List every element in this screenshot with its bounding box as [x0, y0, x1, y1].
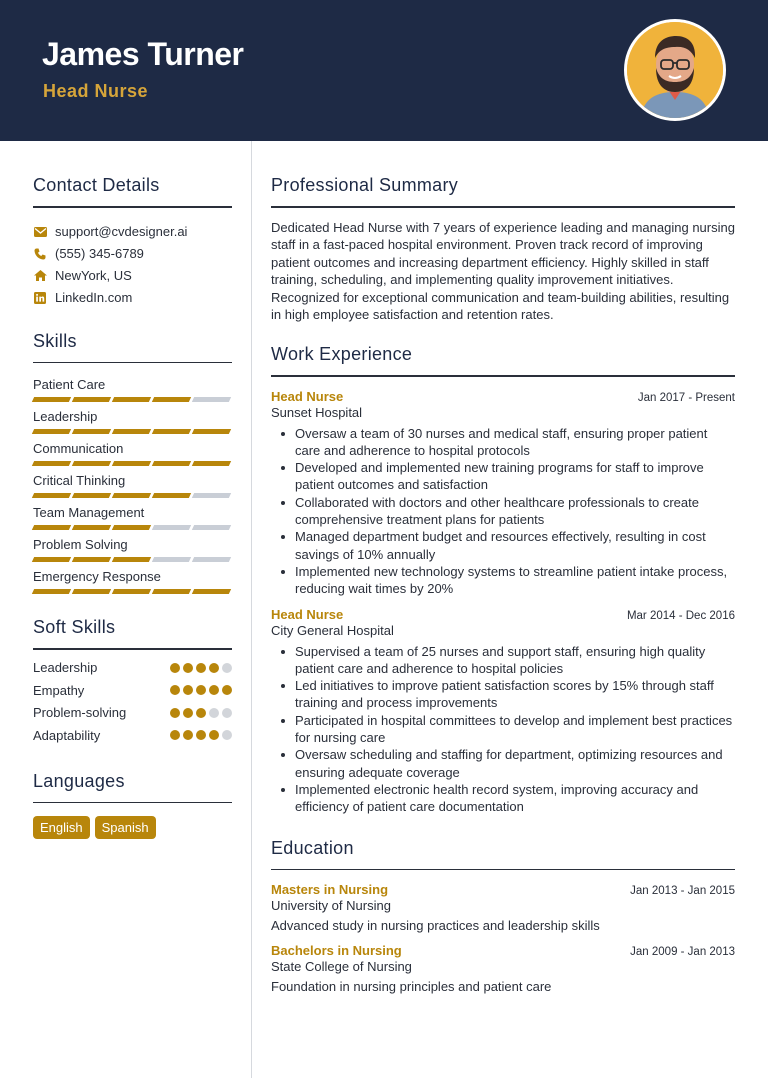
contact-email[interactable] [33, 221, 232, 243]
bullet-item: Developed and implemented new training programs for staff to improve patient outcomes and satisfaction [271, 459, 735, 494]
summary-text: Dedicated Head Nurse with 7 years of experience leading and managing nursing staff in a fast-paced hospital environment. Proven track record of improving patient outcomes and increasing department efficiency. Highly skilled in staff training, scheduling, and implementing quality improvement initiatives. Recognized for exceptional communication and team-building abilities, resulting in high employee satisfaction and retention rates. [271, 219, 735, 323]
rating-dot [209, 685, 219, 695]
bullet-item: Managed department budget and resources effectively, resulting in cost savings of 10% annually [271, 528, 735, 563]
linkedin-icon [33, 291, 47, 305]
rating-dot [222, 730, 232, 740]
education-date: Jan 2009 - Jan 2013 [630, 946, 735, 958]
rating-dot [222, 663, 232, 673]
skill-level-segment [192, 557, 231, 562]
skill-level-segment [152, 461, 191, 466]
experience-role: Head Nurse [271, 606, 344, 622]
bullet-item: Oversaw a team of 30 nurses and medical staff, ensuring proper patient care and adherence to hospital protocols [271, 425, 735, 460]
soft-skill-item [33, 657, 232, 680]
bullet-item: Led initiatives to improve patient satisfaction scores by 15% through staff training and process improvements [271, 677, 735, 712]
skill-level-segment [32, 525, 71, 530]
education-school: State College of Nursing [271, 959, 412, 974]
experience-date: Jan 2017 - Present [637, 391, 735, 404]
left-column [33, 141, 232, 839]
skill-level-segment [192, 429, 231, 434]
candidate-name: James Turner [42, 36, 244, 72]
skills-list [33, 376, 232, 600]
skill-level-segment [152, 493, 191, 498]
skill-item [33, 568, 232, 600]
skill-level-segment [112, 397, 151, 402]
rating-dot [183, 708, 193, 718]
skill-level-segment [112, 589, 151, 594]
contact-email-text: support@cvdesigner.ai [55, 224, 188, 239]
skill-level-bar [33, 429, 232, 434]
contact-location-text: NewYork, US [55, 268, 132, 283]
soft-skill-rating [170, 663, 232, 673]
bullet-item: Implemented new technology systems to streamline patient intake process, reducing wait times by 20% [271, 563, 735, 598]
education-school: University of Nursing [271, 898, 391, 913]
skill-level-segment [72, 461, 111, 466]
contact-location [33, 265, 232, 287]
skill-name: Team Management [33, 505, 145, 520]
rating-dot [196, 685, 206, 695]
education-heading: Education [271, 837, 354, 858]
skill-item [33, 472, 232, 504]
profile-photo [624, 19, 726, 121]
skill-name: Critical Thinking [33, 473, 126, 488]
languages-rule [33, 802, 232, 804]
experience-rule [271, 375, 735, 377]
skill-level-segment [72, 557, 111, 562]
skill-level-segment [32, 589, 71, 594]
language-tag: English [33, 816, 90, 839]
experience-date: Mar 2014 - Dec 2016 [626, 609, 735, 622]
skill-level-segment [32, 397, 71, 402]
education-degree: Bachelors in Nursing [271, 943, 402, 958]
rating-dot [209, 708, 219, 718]
skill-level-segment [32, 461, 71, 466]
languages-list [33, 816, 232, 839]
contact-phone-text: (555) 345-6789 [55, 246, 144, 261]
soft-skill-item [33, 702, 232, 725]
rating-dot [222, 708, 232, 718]
soft-skill-item [33, 679, 232, 702]
rating-dot [170, 663, 180, 673]
experience-org: City General Hospital [271, 622, 394, 638]
skill-item [33, 536, 232, 568]
rating-dot [209, 730, 219, 740]
skills-rule [33, 362, 232, 364]
experience-heading: Work Experience [271, 344, 413, 365]
skill-level-bar [33, 493, 232, 498]
skill-level-bar [33, 397, 232, 402]
skill-level-segment [32, 429, 71, 434]
contact-rule [33, 206, 232, 208]
contact-list [33, 221, 232, 309]
summary-rule [271, 206, 735, 208]
column-divider [251, 141, 252, 1078]
education-degree: Masters in Nursing [271, 882, 389, 897]
soft-skill-name: Problem-solving [33, 705, 127, 721]
skill-level-segment [112, 525, 151, 530]
skill-level-bar [33, 461, 232, 466]
right-column [271, 141, 735, 994]
rating-dot [222, 685, 232, 695]
skill-level-segment [72, 525, 111, 530]
home-icon [33, 269, 47, 283]
skill-item [33, 504, 232, 536]
summary-heading: Professional Summary [271, 175, 459, 195]
rating-dot [183, 730, 193, 740]
rating-dot [170, 685, 180, 695]
skill-level-segment [72, 589, 111, 594]
skill-level-segment [152, 429, 191, 434]
skill-name: Leadership [33, 409, 98, 424]
contact-phone[interactable] [33, 243, 232, 265]
education-description: Advanced study in nursing practices and leadership skills [271, 918, 600, 933]
contact-linkedin[interactable] [33, 287, 232, 309]
education-date: Jan 2013 - Jan 2015 [630, 885, 735, 897]
skill-level-segment [112, 429, 151, 434]
education-entry [271, 943, 735, 994]
rating-dot [196, 663, 206, 673]
skill-level-segment [72, 429, 111, 434]
skill-level-segment [192, 397, 231, 402]
skill-level-segment [112, 461, 151, 466]
contact-heading: Contact Details [33, 175, 160, 195]
skill-item [33, 440, 232, 472]
avatar-illustration [627, 22, 723, 118]
skill-level-segment [72, 493, 111, 498]
language-tag: Spanish [95, 816, 156, 839]
soft-skill-rating [170, 685, 232, 695]
skill-level-segment [192, 493, 231, 498]
education-description: Foundation in nursing principles and patient care [271, 979, 552, 994]
experience-role: Head Nurse [271, 388, 344, 404]
experience-entry [271, 389, 735, 598]
phone-icon [33, 247, 47, 261]
experience-entry [271, 607, 735, 816]
skill-level-segment [192, 589, 231, 594]
bullet-item: Supervised a team of 25 nurses and support staff, ensuring high quality patient care and adherence to hospital policies [271, 643, 735, 678]
rating-dot [170, 708, 180, 718]
skill-level-segment [112, 557, 151, 562]
skill-level-segment [192, 461, 231, 466]
soft-skill-item [33, 724, 232, 747]
skill-level-segment [72, 397, 111, 402]
rating-dot [170, 730, 180, 740]
soft-skills-rule [33, 648, 232, 650]
bullet-item: Oversaw scheduling and staffing for department, optimizing resources and ensuring adequate coverage [271, 746, 735, 781]
skill-level-segment [152, 525, 191, 530]
bullet-item: Collaborated with doctors and other healthcare professionals to create comprehensive treatment plans for patients [271, 494, 735, 529]
rating-dot [183, 663, 193, 673]
skill-item [33, 376, 232, 408]
education-entry [271, 882, 735, 933]
rating-dot [196, 730, 206, 740]
experience-org: Sunset Hospital [271, 404, 363, 420]
skill-level-segment [152, 397, 191, 402]
skill-level-segment [112, 493, 151, 498]
bullet-item: Implemented electronic health record system, improving accuracy and efficiency of patient care documentation [271, 781, 735, 816]
contact-linkedin-text: LinkedIn.com [55, 290, 133, 305]
soft-skill-name: Empathy [33, 682, 85, 698]
skill-item [33, 408, 232, 440]
rating-dot [209, 663, 219, 673]
skill-level-bar [33, 557, 232, 562]
bullet-item: Participated in hospital committees to develop and implement best practices for nursing care [271, 712, 735, 747]
skill-level-segment [152, 557, 191, 562]
resume-header [0, 0, 768, 141]
skill-name: Problem Solving [33, 537, 128, 552]
skill-level-bar [33, 525, 232, 530]
education-rule [271, 869, 735, 871]
candidate-title: Head Nurse [43, 81, 149, 101]
skill-level-segment [152, 589, 191, 594]
soft-skill-rating [170, 708, 232, 718]
rating-dot [196, 708, 206, 718]
soft-skills-heading: Soft Skills [33, 617, 116, 637]
skill-level-segment [32, 493, 71, 498]
envelope-icon [33, 225, 47, 239]
skill-level-segment [192, 525, 231, 530]
soft-skill-name: Leadership [33, 660, 98, 676]
skill-name: Emergency Response [33, 569, 161, 584]
soft-skill-rating [170, 730, 232, 740]
soft-skills-list [33, 657, 232, 747]
languages-heading: Languages [33, 770, 125, 791]
rating-dot [183, 685, 193, 695]
experience-bullets [271, 643, 735, 816]
skill-name: Communication [33, 441, 124, 456]
skills-heading: Skills [33, 330, 77, 351]
skill-level-segment [32, 557, 71, 562]
skill-name: Patient Care [33, 377, 106, 392]
skill-level-bar [33, 589, 232, 594]
soft-skill-name: Adaptability [33, 727, 101, 743]
experience-bullets [271, 425, 735, 598]
